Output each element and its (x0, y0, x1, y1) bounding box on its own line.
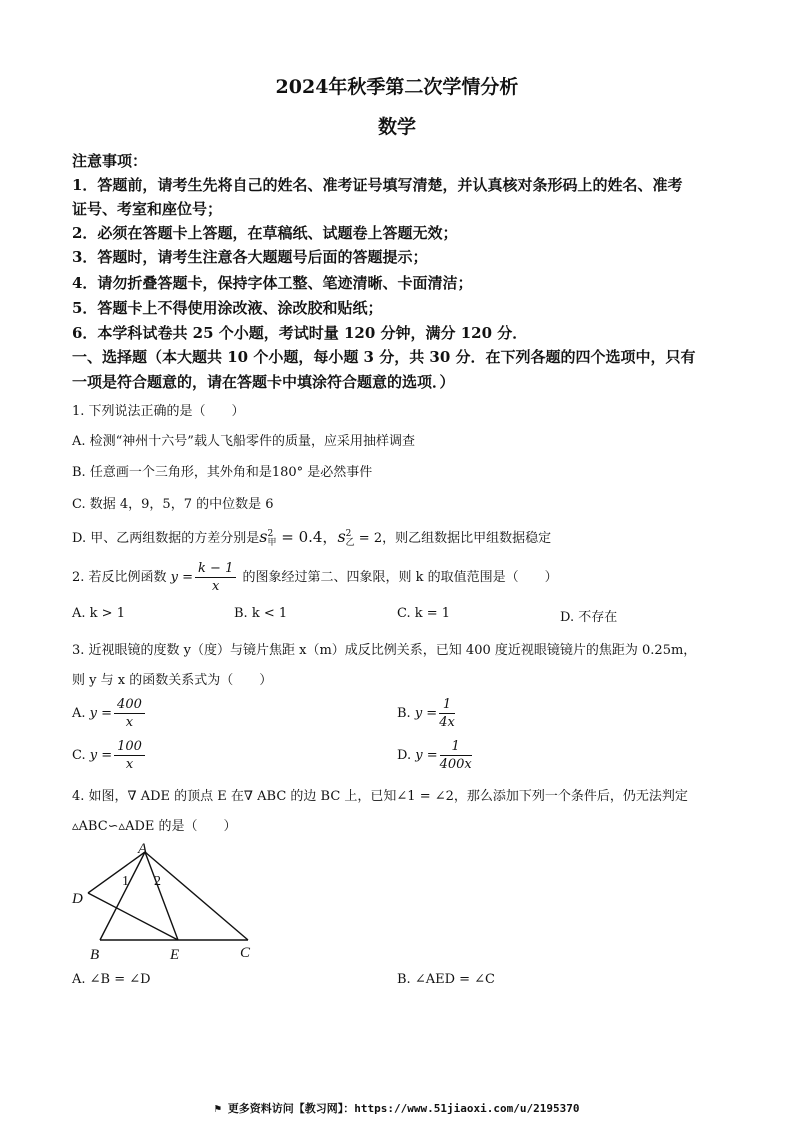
q1-d-suffix: ，则乙组数据比甲组数据稳定 (382, 531, 552, 546)
footer-link[interactable]: 更多资料访问【教习网】：https://www.51jiaoxi.com/u/2195370 (227, 1102, 580, 1115)
triangle-figure (68, 836, 268, 966)
angle-1-label: 1 (122, 874, 129, 889)
denominator: x (125, 757, 134, 772)
notice-item-5: 5．答题卡上不得使用涂改液、涂改胶和贴纸； (72, 299, 383, 317)
option-fraction (114, 696, 145, 731)
section-1-heading: 一、选择题（本大题共 10 个小题，每小题 3 分，共 30 分．在下列各题的四个选项中，只有 (72, 348, 696, 366)
q2-suffix: 的图象经过第二、四象限，则 k 的取值范围是（ ） (238, 570, 558, 585)
option-fraction (439, 696, 455, 731)
notice-item-2: 2．必须在答题卡上答题，在草稿纸、试题卷上答题无效； (72, 224, 458, 242)
q3-stem-cont: 则 y 与 x 的函数关系式为（ ） (72, 673, 273, 688)
label-e: E (170, 947, 180, 963)
q3-option-a (72, 696, 147, 731)
q2-prefix: 2. 若反比例函数 (72, 570, 171, 585)
q1-option-d (72, 526, 551, 548)
notice-item-1: 1．答题前，请考生先将自己的姓名、准考证号填写清楚，并认真核对条形码上的姓名、准考 (72, 176, 683, 194)
denominator: x (125, 715, 134, 730)
q3-option-d (397, 738, 474, 773)
q1-option-a: A. 检测“神州十六号”载人飞船零件的质量，应采用抽样调查 (72, 434, 415, 449)
label-b: B (90, 947, 100, 963)
angle-2-label: 2 (154, 874, 161, 889)
q2-option-b: B. k < 1 (234, 606, 288, 621)
q3-option-b (397, 696, 457, 731)
variance-symbol: s (259, 527, 268, 546)
notice-item-6: 6．本学科试卷共 25 个小题，考试时量 120 分钟，满分 120 分． (72, 324, 528, 342)
segment-ac (145, 852, 248, 940)
q4-option-a: A. ∠B = ∠D (72, 972, 151, 987)
option-label: C. (72, 748, 86, 763)
q2-option-c: C. k = 1 (397, 606, 451, 621)
variance-symbol: s (337, 527, 346, 546)
notice-item-1-cont: 证号、考室和座位号； (72, 200, 223, 218)
q1-d-value1: = 0.4， (276, 528, 338, 546)
q1-d-prefix: D. 甲、乙两组数据的方差分别是 (72, 531, 260, 546)
subscript-jia: 甲 (267, 537, 277, 548)
option-y-eq: y = (415, 748, 438, 763)
flag-icon: ⚑ (214, 1102, 222, 1115)
label-d: D (72, 891, 83, 907)
section-1-heading-cont: 一项是符合题意的，请在答题卡中填涂符合题意的选项．） (72, 373, 455, 391)
label-a: A (138, 841, 148, 857)
q3-stem: 3. 近视眼镜的度数 y（度）与镜片焦距 x（m）成反比例关系，已知 400 度近视眼镜镜片的焦距为 0.25m， (72, 643, 697, 658)
q4-stem-cont: ▵ABC∽▵ADE 的是（ ） (72, 819, 237, 834)
subscript-yi: 乙 (345, 537, 355, 548)
option-y-eq: y = (89, 706, 113, 721)
exam-title: 2024年秋季第二次学情分析 (275, 76, 519, 98)
q3-option-c (72, 738, 147, 773)
numerator: 1 (439, 696, 455, 714)
option-y-eq: y = (89, 748, 113, 763)
option-fraction (114, 738, 145, 773)
footer (0, 1100, 794, 1116)
option-label: B. (397, 706, 411, 721)
segment-de (88, 893, 178, 940)
q2-denominator: x (212, 579, 220, 594)
exam-subject: 数学 (377, 116, 416, 138)
notice-item-4: 4．请勿折叠答题卡，保持字体工整、笔迹清晰、卡面清洁； (72, 274, 473, 292)
superscript: 2 (345, 528, 352, 539)
q2-option-a: A. k > 1 (72, 606, 125, 621)
notice-heading: 注意事项： (72, 152, 148, 170)
q1-stem: 1. 下列说法正确的是（ ） (72, 404, 245, 419)
q1-d-value2: = 2 (354, 531, 383, 546)
q2-stem (72, 560, 558, 595)
q2-y-eq: y = (170, 570, 194, 585)
q1-option-b: B. 任意画一个三角形，其外角和是180° 是必然事件 (72, 465, 373, 480)
denominator: 4x (439, 715, 455, 730)
segment-ad (88, 852, 145, 893)
option-label: A. (72, 706, 86, 721)
q2-numerator: k − 1 (195, 560, 236, 578)
option-label: D. (397, 748, 412, 763)
q4-stem: 4. 如图，∇ ADE 的顶点 E 在∇ ABC 的边 BC 上，已知∠1 = ∠2，那么添加下列一个条件后，仍无法判定 (72, 789, 688, 804)
denominator: 400x (439, 757, 472, 772)
q1-option-c: C. 数据 4，9，5，7 的中位数是 6 (72, 497, 274, 512)
q2-fraction (195, 560, 236, 595)
option-fraction (440, 738, 472, 773)
label-c: C (240, 945, 251, 961)
segment-ab (100, 852, 145, 940)
notice-item-3: 3．答题时，请考生注意各大题题号后面的答题提示； (72, 248, 428, 266)
numerator: 1 (440, 738, 472, 756)
numerator: 100 (114, 738, 145, 756)
numerator: 400 (114, 696, 145, 714)
q2-option-d: D. 不存在 (560, 610, 618, 625)
superscript: 2 (267, 528, 274, 539)
option-y-eq: y = (414, 706, 438, 721)
q4-option-b: B. ∠AED = ∠C (397, 972, 496, 987)
